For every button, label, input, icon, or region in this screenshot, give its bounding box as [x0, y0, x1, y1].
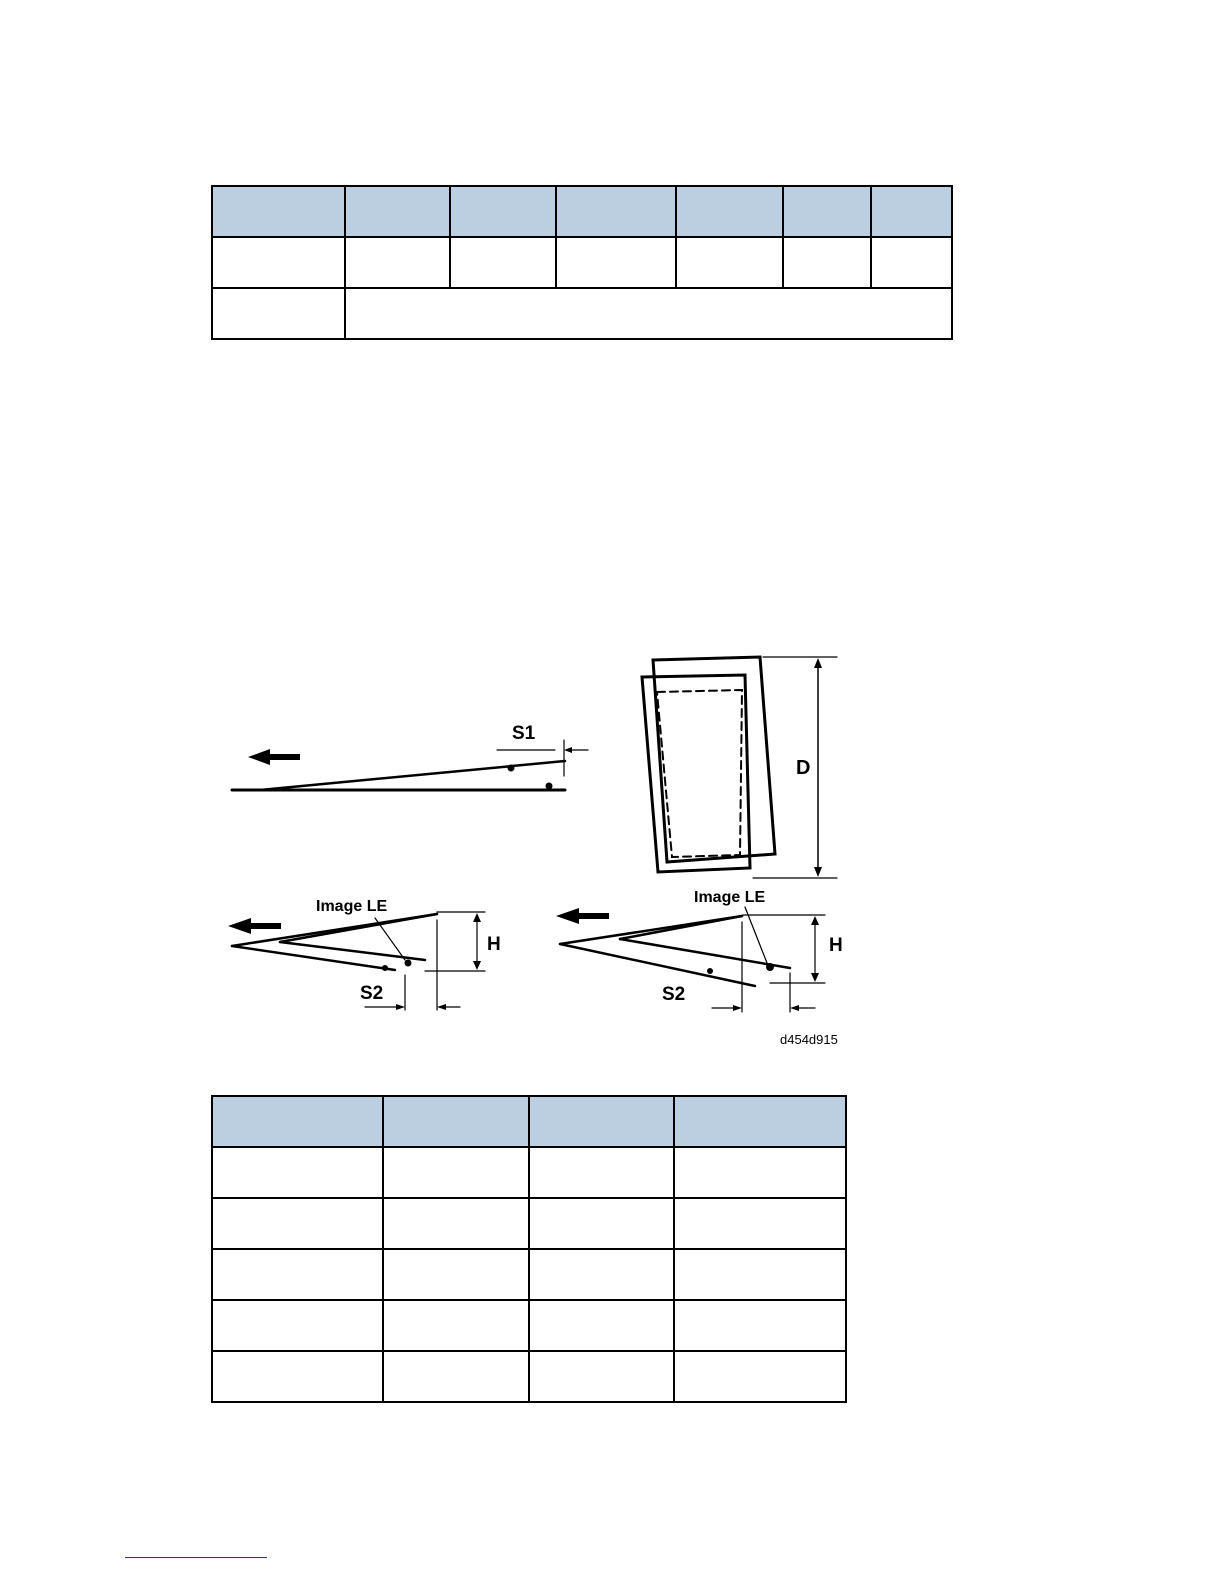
top-table-header-cell — [676, 186, 783, 237]
top-table-header-row — [212, 186, 952, 237]
bottom-table-row — [212, 1249, 846, 1300]
top-table-header-cell — [783, 186, 871, 237]
image-le-right-diagram — [556, 889, 843, 1012]
bottom-table-row — [212, 1198, 846, 1249]
top-table-cell — [450, 237, 556, 288]
bottom-table-cell — [674, 1300, 846, 1351]
skew-s1-diagram — [232, 723, 588, 790]
bottom-table-header-row — [212, 1096, 846, 1147]
top-table-header-cell — [212, 186, 345, 237]
bottom-table-cell — [212, 1300, 383, 1351]
image-le-left-diagram — [228, 898, 501, 1010]
sheet-overlap-diagram — [642, 657, 837, 878]
image-le-right-label: Image LE — [694, 889, 766, 906]
bottom-table-cell — [383, 1147, 529, 1198]
bottom-table-cell — [529, 1351, 674, 1402]
bottom-table-header-cell — [383, 1096, 529, 1147]
bottom-table-cell — [674, 1249, 846, 1300]
bottom-table-row — [212, 1300, 846, 1351]
top-table-row — [212, 288, 952, 339]
top-table-cell — [212, 237, 345, 288]
top-table-cell — [345, 237, 450, 288]
registration-diagram — [215, 650, 865, 1050]
bottom-table-cell — [212, 1351, 383, 1402]
h-right-label: H — [829, 935, 843, 956]
bottom-table-cell — [383, 1198, 529, 1249]
bottom-table-cell — [529, 1300, 674, 1351]
footer-link-underline — [125, 1557, 267, 1558]
top-table-cell — [676, 237, 783, 288]
bottom-table-cell — [674, 1198, 846, 1249]
bottom-table-header-cell — [529, 1096, 674, 1147]
bottom-table-cell — [383, 1300, 529, 1351]
bottom-table-header-cell — [674, 1096, 846, 1147]
top-table-header-cell — [345, 186, 450, 237]
d-label: D — [796, 757, 811, 779]
top-table-header-cell — [450, 186, 556, 237]
bottom-table-row — [212, 1351, 846, 1402]
bottom-table — [211, 1095, 847, 1403]
top-table — [211, 185, 953, 340]
top-table-cell — [556, 237, 676, 288]
s1-label: S1 — [512, 723, 536, 744]
top-table-cell — [212, 288, 345, 339]
bottom-table-cell — [212, 1249, 383, 1300]
direction-arrow-icon — [228, 918, 281, 934]
figure-id: d454d915 — [780, 1032, 838, 1047]
bottom-table-cell — [529, 1147, 674, 1198]
direction-arrow-icon — [556, 908, 609, 924]
direction-arrow-icon — [248, 749, 300, 765]
top-table-cell — [783, 237, 871, 288]
bottom-table-cell — [674, 1351, 846, 1402]
bottom-table-cell — [212, 1198, 383, 1249]
top-table-merged-cell — [345, 288, 952, 339]
bottom-table-cell — [383, 1249, 529, 1300]
top-table-row — [212, 237, 952, 288]
bottom-table-cell — [674, 1147, 846, 1198]
bottom-table-cell — [383, 1351, 529, 1402]
top-table-header-cell — [556, 186, 676, 237]
h-left-label: H — [487, 934, 501, 955]
bottom-table-cell — [529, 1249, 674, 1300]
bottom-table-cell — [529, 1198, 674, 1249]
bottom-table-row — [212, 1147, 846, 1198]
bottom-table-cell — [212, 1147, 383, 1198]
image-le-left-label: Image LE — [316, 898, 388, 915]
top-table-header-cell — [871, 186, 952, 237]
s2-right-label: S2 — [662, 984, 686, 1005]
bottom-table-header-cell — [212, 1096, 383, 1147]
top-table-cell — [871, 237, 952, 288]
s2-left-label: S2 — [360, 983, 384, 1004]
